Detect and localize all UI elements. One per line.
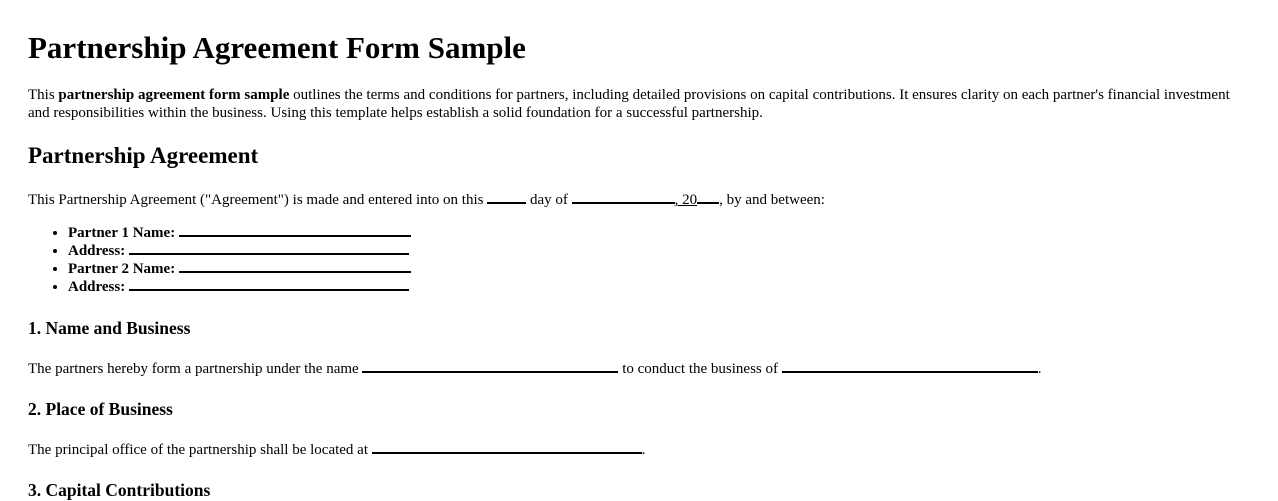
partner2-name-blank[interactable] [179, 259, 411, 273]
opening-text-1: This Partnership Agreement ("Agreement") is made and entered into on this [28, 192, 488, 208]
business-purpose-blank[interactable] [782, 359, 1038, 373]
intro-bold-term: partnership agreement form sample [58, 87, 290, 103]
principal-office-blank[interactable] [372, 440, 642, 454]
list-item-partner2-name [68, 259, 1250, 277]
year-blank[interactable] [697, 190, 719, 204]
list-item-partner2-address [68, 277, 1250, 295]
year-prefix: , 20 [674, 192, 698, 208]
intro-paragraph [28, 86, 1250, 122]
section-1-text [28, 359, 1250, 378]
partnership-name-blank[interactable] [362, 359, 618, 373]
section-1-text-1: The partners hereby form a partnership under the name [28, 361, 363, 377]
list-item-partner1-address [68, 241, 1250, 259]
partner1-name-blank[interactable] [179, 223, 411, 237]
section-3-heading: 3. Capital Contributions [28, 480, 211, 500]
section-1-heading: 1. Name and Business [28, 318, 191, 338]
partner2-name-label: Partner 2 Name: [68, 261, 176, 277]
section-1-text-2: to conduct the business of [618, 361, 782, 377]
intro-prefix: This [28, 87, 59, 103]
partner2-address-blank[interactable] [129, 277, 409, 291]
opening-text-2: day of [526, 192, 572, 208]
parties-list [28, 223, 1250, 295]
opening-text-3: , by and between: [719, 192, 825, 208]
section-2-text [28, 440, 1250, 459]
partner2-address-label: Address: [68, 279, 126, 295]
partner1-name-label: Partner 1 Name: [68, 225, 176, 241]
partner1-address-blank[interactable] [129, 241, 409, 255]
partner1-address-label: Address: [68, 243, 126, 259]
list-item-partner1-name [68, 223, 1250, 241]
intro-suffix: outlines the terms and conditions for partners, including detailed provisions on capital contributions. It ensures clarity on each partner's financial investment and responsibilities within the business. Using this template helps establish a solid foundation for a successful partnership. [28, 87, 1230, 121]
agreement-heading: Partnership Agreement [28, 143, 259, 168]
month-blank[interactable] [572, 190, 675, 204]
section-2-text-1: The principal office of the partnership shall be located at [28, 442, 372, 458]
section-2-heading: 2. Place of Business [28, 399, 173, 419]
section-2-period: . [641, 442, 646, 458]
page-title: Partnership Agreement Form Sample [28, 30, 526, 65]
section-1-period: . [1037, 361, 1042, 377]
day-blank[interactable] [487, 190, 526, 204]
opening-clause [28, 190, 1250, 209]
